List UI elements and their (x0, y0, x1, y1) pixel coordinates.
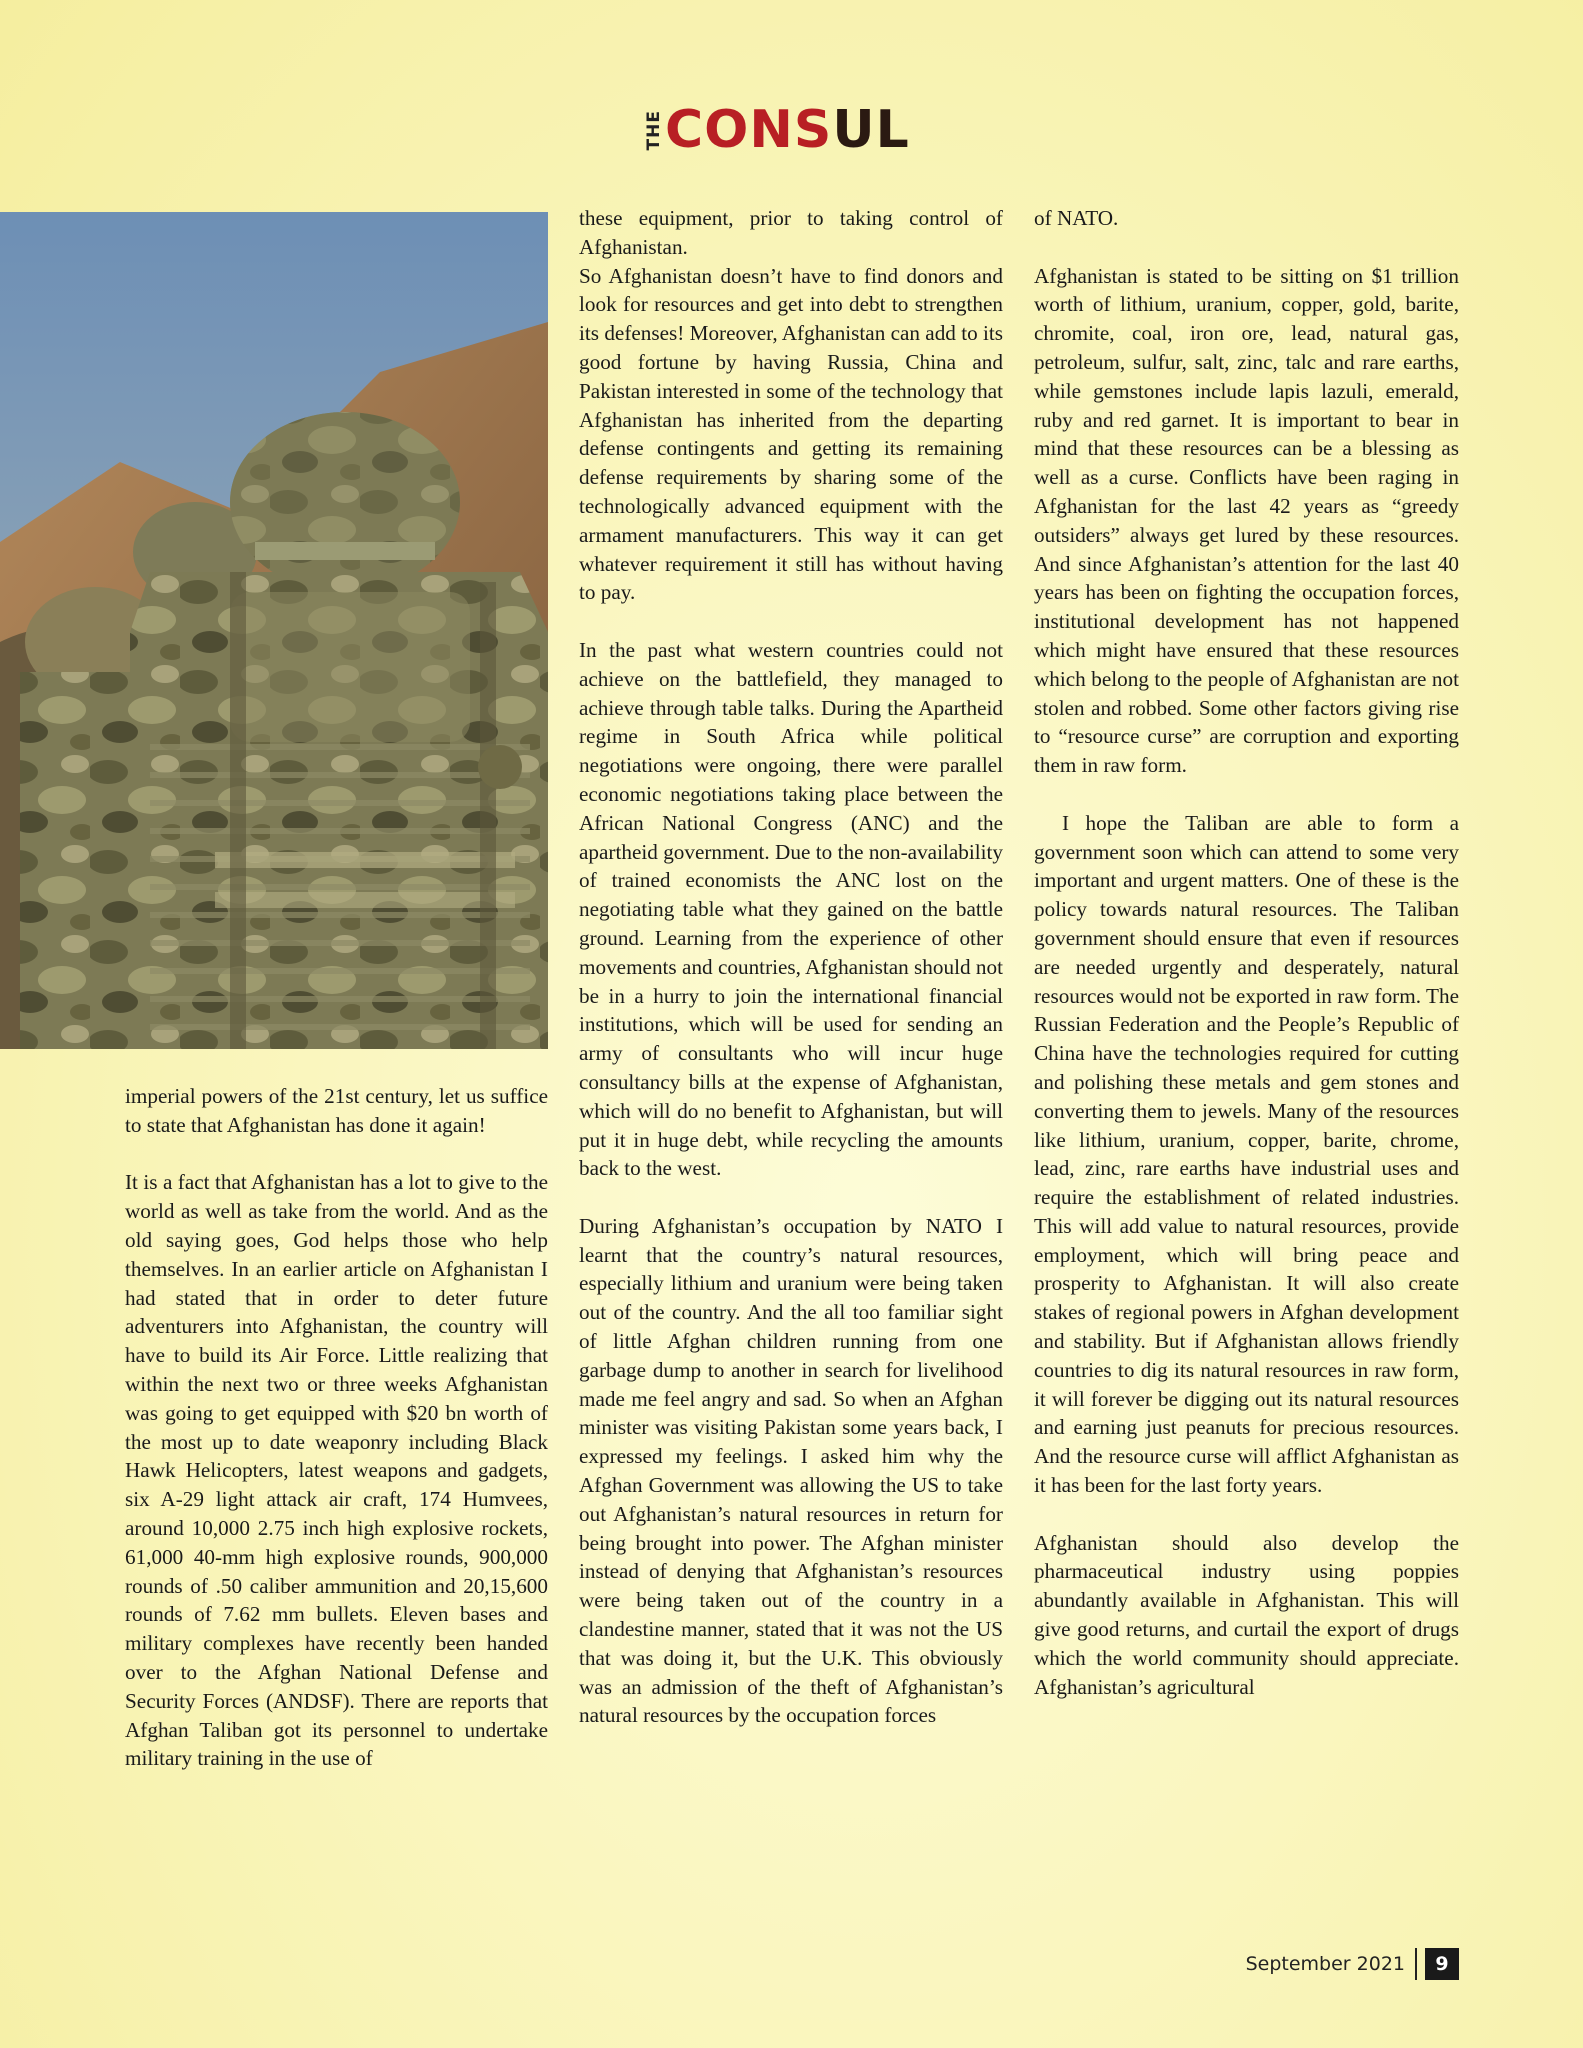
article-column-2 (579, 204, 1003, 1730)
issue-date: September 2021 (1245, 1953, 1405, 1975)
paragraph: Afghanistan is stated to be sitting on $1 trillion worth of lithium, uranium, copper, gold, barite, chromite, coal, iron ore, lead, natural gas, petroleum, sulfur, salt, zinc, talc and rare earths, while gemstones include lapis lazuli, emerald, ruby and red garnet. It is important to bear in mind that these resources can be a blessing as well as a curse. Conflicts have been raging in Afghanistan for the last 42 years as “greedy outsiders” always get lured by these resources. And since Afghanistan’s attention for the last 40 years has been on fighting the occupation forces, institutional development has not happened which might have ensured that these resources which belong to the people of Afghanistan are not stolen and robbed. Some other factors giving rise to “resource curse” are corruption and exporting them in raw form. (1034, 263, 1459, 778)
masthead-title-dark: UL (832, 100, 910, 160)
page-footer (1246, 1948, 1459, 1980)
paragraph: of NATO. (1034, 206, 1119, 230)
paragraph: imperial powers of the 21st century, let us suffice to state that Afghanistan has done it again! (125, 1084, 548, 1137)
masthead-title (665, 100, 910, 160)
page-number: 9 (1425, 1948, 1459, 1980)
paragraph: So Afghanistan doesn’t have to find donors and look for resources and get into debt to strengthen its defenses! Moreover, Afghanistan can add to its good fortune by having Russia, China and Pakistan interested in some of the technology that Afghanistan has inherited from the departing defense contingents and getting its remaining defense requirements by sharing some of the technologically advanced equipment with the armament manufacturers. This way it can get whatever requirement it still has without having to pay. (579, 263, 1003, 605)
paragraph: It is a fact that Afghanistan has a lot to give to the world as well as take from the world. And as the old saying goes, God helps those who help themselves. In an earlier article on Afghanistan I had stated that in order to deter future adventurers into Afghanistan, the country will have to build its Air Force. Little realizing that within the next two or three weeks Afghanistan was going to get equipped with $20 bn worth of the most up to date weaponry including Black Hawk Helicopters, latest weapons and gadgets, six A-29 light attack air craft, 174 Humvees, around 10,000 2.75 inch high explosive rockets, 61,000 40-mm high explosive rounds, 900,000 rounds of .50 caliber ammunition and 20,15,600 rounds of 7.62 mm bullets. Eleven bases and military complexes have recently been handed over to the Afghan National Defense and Security Forces (ANDSF). There are reports that Afghan Taliban got its personnel to undertake military training in the use of (125, 1170, 548, 1771)
soldiers-photo-image (0, 212, 548, 1049)
paragraph: I hope the Taliban are able to form a government soon which can attend to some very important and urgent matters. One of these is the policy towards natural resources. The Taliban government should ensure that even if resources are needed urgently and desperately, natural resources would not be exported in raw form. The Russian Federation and the People’s Republic of China have the technologies required for cutting and polishing these metals and gem stones and converting them to jewels. Many of the resources like lithium, uranium, copper, barite, chrome, lead, zinc, rare earths have industrial uses and require the establishment of related industries. This will add value to natural resources, provide employment, which will bring peace and prosperity to Afghanistan. It will also create stakes of regional powers in Afghan development and stability. But if Afghanistan allows friendly countries to dig its natural resources in raw form, it will forever be digging out its natural resources and earning just peanuts for precious resources. And the resource curse will afflict Afghanistan as it has been for the last forty years. (1034, 810, 1459, 1498)
masthead-logo (644, 96, 910, 160)
article-column-3 (1034, 204, 1459, 1701)
masthead-title-red: CONS (665, 100, 833, 160)
masthead-prefix: THE (644, 109, 664, 150)
paragraph: Afghanistan should also develop the pharmaceutical industry using poppies abundantly available in Afghanistan. This will give good returns, and curtail the export of drugs which the world community should appreciate. Afghanistan’s agricultural (1034, 1530, 1459, 1699)
paragraph: these equipment, prior to taking control of Afghanistan. (579, 206, 1003, 259)
article-column-1 (125, 1082, 548, 1773)
article-photo (0, 212, 548, 1049)
paragraph: During Afghanistan’s occupation by NATO I learnt that the country’s natural resources, especially lithium and uranium were being taken out of the country. And the all too familiar sight of little Afghan children running from one garbage dump to another in search for livelihood made me feel angry and sad. So when an Afghan minister was visiting Pakistan some years back, I expressed my feelings. I asked him why the Afghan Government was allowing the US to take out Afghanistan’s natural resources in return for being brought into power. The Afghan minister instead of denying that Afghanistan’s resources were being taken out of the country in a clandestine manner, stated that it was not the US that was doing it, but the U.K. This obviously was an admission of the theft of Afghanistan’s natural resources by the occupation forces (579, 1213, 1003, 1728)
footer-divider (1415, 1948, 1417, 1980)
paragraph: In the past what western countries could not achieve on the battlefield, they managed to achieve through table talks. During the Apartheid regime in South Africa while political negotiations were ongoing, there were parallel economic negotiations taking place between the African National Congress (ANC) and the apartheid government. Due to the non-availability of trained economists the ANC lost on the negotiating table what they gained on the battle ground. Learning from the experience of other movements and countries, Afghanistan should not be in a hurry to join the international financial institutions, which will be used for sending an army of consultants who will incur huge consultancy bills at the expense of Afghanistan, which will do no benefit to Afghanistan, but will put it in huge debt, while recycling the amounts back to the west. (579, 637, 1003, 1181)
